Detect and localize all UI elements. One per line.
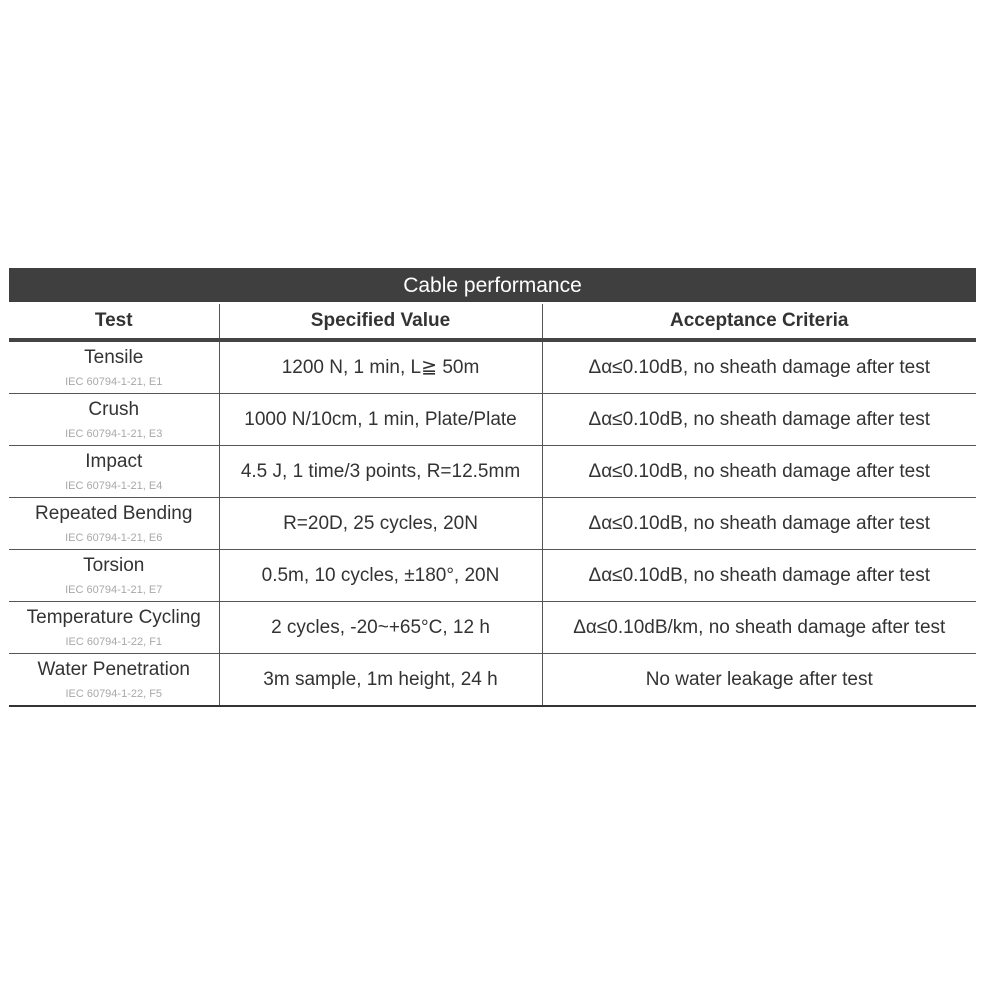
table-row xyxy=(9,340,976,394)
test-name: Crush xyxy=(88,398,140,420)
specified-value-cell: 1000 N/10cm, 1 min, Plate/Plate xyxy=(219,394,542,446)
acceptance-criteria-cell: Δα≤0.10dB/km, no sheath damage after test xyxy=(542,602,976,654)
table-row xyxy=(9,550,976,602)
test-standard: IEC 60794-1-21, E1 xyxy=(65,375,163,388)
test-cell xyxy=(9,446,219,498)
acceptance-criteria-cell: Δα≤0.10dB, no sheath damage after test xyxy=(542,394,976,446)
cable-performance-table xyxy=(9,268,976,707)
test-name: Tensile xyxy=(84,346,144,368)
header-specified-value: Specified Value xyxy=(219,304,542,340)
test-standard: IEC 60794-1-22, F5 xyxy=(65,687,163,700)
acceptance-criteria-cell: Δα≤0.10dB, no sheath damage after test xyxy=(542,498,976,550)
test-standard: IEC 60794-1-21, E3 xyxy=(65,427,163,440)
specified-value-cell: 1200 N, 1 min, L≧ 50m xyxy=(219,340,542,394)
header-test: Test xyxy=(9,304,219,340)
test-cell xyxy=(9,654,219,707)
test-cell xyxy=(9,340,219,394)
test-cell xyxy=(9,394,219,446)
specified-value-cell: 2 cycles, -20~+65°C, 12 h xyxy=(219,602,542,654)
specified-value-cell: 0.5m, 10 cycles, ±180°, 20N xyxy=(219,550,542,602)
test-standard: IEC 60794-1-21, E7 xyxy=(65,583,163,596)
specified-value-cell: 3m sample, 1m height, 24 h xyxy=(219,654,542,707)
test-name: Impact xyxy=(85,450,143,472)
test-name: Repeated Bending xyxy=(35,502,193,524)
header-row xyxy=(9,304,976,340)
table-row xyxy=(9,654,976,707)
table-row xyxy=(9,602,976,654)
specified-value-cell: R=20D, 25 cycles, 20N xyxy=(219,498,542,550)
test-standard: IEC 60794-1-22, F1 xyxy=(65,635,163,648)
test-standard: IEC 60794-1-21, E6 xyxy=(65,531,163,544)
acceptance-criteria-cell: No water leakage after test xyxy=(542,654,976,707)
specified-value-cell: 4.5 J, 1 time/3 points, R=12.5mm xyxy=(219,446,542,498)
test-name: Temperature Cycling xyxy=(26,606,201,628)
test-name: Water Penetration xyxy=(37,658,190,680)
test-cell xyxy=(9,602,219,654)
acceptance-criteria-cell: Δα≤0.10dB, no sheath damage after test xyxy=(542,550,976,602)
test-cell xyxy=(9,498,219,550)
acceptance-criteria-cell: Δα≤0.10dB, no sheath damage after test xyxy=(542,340,976,394)
test-cell xyxy=(9,550,219,602)
table-row xyxy=(9,394,976,446)
table-row xyxy=(9,498,976,550)
acceptance-criteria-cell: Δα≤0.10dB, no sheath damage after test xyxy=(542,446,976,498)
performance-grid xyxy=(9,304,976,707)
header-acceptance-criteria: Acceptance Criteria xyxy=(542,304,976,340)
test-name: Torsion xyxy=(83,554,145,576)
table-title: Cable performance xyxy=(9,268,976,304)
table-row xyxy=(9,446,976,498)
test-standard: IEC 60794-1-21, E4 xyxy=(65,479,163,492)
